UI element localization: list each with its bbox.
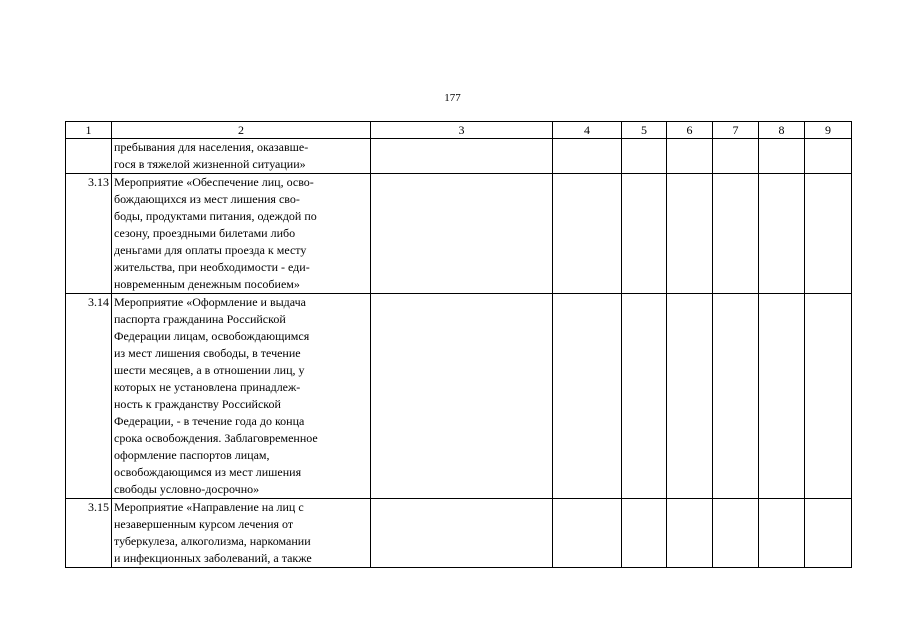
description-line: Федерации лицам, освобождающимся <box>114 329 310 343</box>
empty-cell <box>622 294 667 499</box>
column-header-5: 5 <box>622 122 667 139</box>
description-line: жительства, при необходимости - еди- <box>114 260 310 274</box>
description-line: Мероприятие «Направление на лиц с <box>114 500 304 514</box>
empty-cell <box>713 139 759 174</box>
empty-cell <box>553 294 622 499</box>
description-line: сезону, проездными билетами либо <box>114 226 296 240</box>
empty-cell <box>553 139 622 174</box>
table-row <box>66 139 852 174</box>
description-line: из мест лишения свободы, в течение <box>114 346 301 360</box>
row-number: 3.14 <box>66 294 112 499</box>
empty-cell <box>622 174 667 294</box>
empty-cell <box>759 139 805 174</box>
empty-cell <box>667 139 713 174</box>
measure-description <box>112 174 371 294</box>
empty-cell <box>667 499 713 568</box>
column-header-4: 4 <box>553 122 622 139</box>
empty-cell <box>805 174 852 294</box>
row-number: 3.13 <box>66 174 112 294</box>
empty-cell <box>371 294 553 499</box>
column-header-8: 8 <box>759 122 805 139</box>
description-line: деньгами для оплаты проезда к месту <box>114 243 307 257</box>
empty-cell <box>553 499 622 568</box>
description-line: Мероприятие «Оформление и выдача <box>114 295 306 309</box>
description-line: которых не установлена принадлеж- <box>114 380 301 394</box>
description-line: пребывания для населения, оказавше- <box>114 140 309 154</box>
description-line: и инфекционных заболеваний, а также <box>114 551 312 565</box>
empty-cell <box>667 294 713 499</box>
description-line: шести месяцев, а в отношении лиц, у <box>114 363 305 377</box>
empty-cell <box>713 174 759 294</box>
description-line: незавершенным курсом лечения от <box>114 517 294 531</box>
row-number: 3.15 <box>66 499 112 568</box>
empty-cell <box>759 174 805 294</box>
description-line: новременным денежным пособием» <box>114 277 300 291</box>
column-header-9: 9 <box>805 122 852 139</box>
empty-cell <box>371 174 553 294</box>
empty-cell <box>371 499 553 568</box>
description-line: свободы условно-досрочно» <box>114 482 260 496</box>
description-line: боды, продуктами питания, одеждой по <box>114 209 317 223</box>
empty-cell <box>805 294 852 499</box>
empty-cell <box>622 139 667 174</box>
measures-table <box>65 121 852 568</box>
table-row <box>66 294 852 499</box>
description-line: ность к гражданству Российской <box>114 397 281 411</box>
column-header-6: 6 <box>667 122 713 139</box>
empty-cell <box>622 499 667 568</box>
empty-cell <box>667 174 713 294</box>
empty-cell <box>713 294 759 499</box>
description-line: паспорта гражданина Российской <box>114 312 286 326</box>
measure-description <box>112 139 371 174</box>
description-line: срока освобождения. Заблаговременное <box>114 431 318 445</box>
empty-cell <box>759 499 805 568</box>
table-row <box>66 174 852 294</box>
column-header-3: 3 <box>371 122 553 139</box>
description-line: освобождающимся из мест лишения <box>114 465 302 479</box>
column-header-7: 7 <box>713 122 759 139</box>
table-row <box>66 499 852 568</box>
description-line: оформление паспортов лицам, <box>114 448 270 462</box>
column-header-2: 2 <box>112 122 371 139</box>
description-line: Мероприятие «Обеспечение лиц, осво- <box>114 175 314 189</box>
row-number <box>66 139 112 174</box>
description-line: бождающихся из мест лишения сво- <box>114 192 300 206</box>
column-header-1: 1 <box>66 122 112 139</box>
description-line: гося в тяжелой жизненной ситуации» <box>114 157 306 171</box>
measure-description <box>112 499 371 568</box>
page-number: 177 <box>444 92 461 104</box>
empty-cell <box>553 174 622 294</box>
description-line: туберкулеза, алкоголизма, наркомании <box>114 534 311 548</box>
empty-cell <box>713 499 759 568</box>
table-header-row <box>66 122 852 139</box>
measure-description <box>112 294 371 499</box>
empty-cell <box>371 139 553 174</box>
empty-cell <box>805 139 852 174</box>
description-line: Федерации, - в течение года до конца <box>114 414 305 428</box>
empty-cell <box>805 499 852 568</box>
empty-cell <box>759 294 805 499</box>
